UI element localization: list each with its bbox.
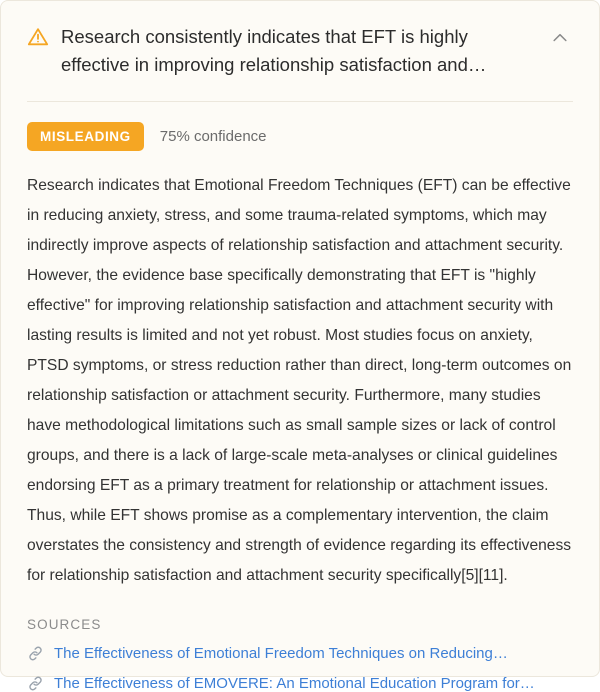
sources-heading: SOURCES bbox=[27, 617, 102, 632]
chevron-up-icon[interactable] bbox=[547, 25, 573, 51]
verdict-row bbox=[27, 122, 573, 151]
list-item[interactable] bbox=[27, 645, 573, 662]
card-header bbox=[27, 23, 573, 79]
link-icon bbox=[27, 675, 44, 692]
source-link[interactable]: The Effectiveness of EMOVERE: An Emotional Education Program for… bbox=[54, 675, 535, 692]
status-badge: MISLEADING bbox=[27, 122, 144, 151]
header-divider bbox=[27, 101, 573, 102]
warning-triangle-icon bbox=[27, 26, 49, 48]
link-icon bbox=[27, 645, 44, 662]
claim-title: Research consistently indicates that EFT is highly effective in improving relationship satisfaction and… bbox=[61, 26, 487, 75]
confidence-text: 75% confidence bbox=[159, 128, 267, 145]
explanation-text: Research indicates that Emotional Freedom Techniques (EFT) can be effective in reducing anxiety, stress, and some trauma-related symptoms, which may indirectly improve aspects of relationship satisfaction and attachment security. However, the evidence base specifically demonstrating that EFT is "highly effective" for improving relationship satisfaction and attachment security with lasting results is limited and not yet robust. Most studies focus on anxiety, PTSD symptoms, or stress reduction rather than direct, long-term outcomes on relationship satisfaction or attachment security. Furthermore, many studies have methodological limitations such as small sample sizes or lack of control groups, and there is a lack of large-scale meta-analyses or clinical guidelines endorsing EFT as a primary treatment for relationship or attachment issues. Thus, while EFT shows promise as a complementary intervention, the claim overstates the consistency and strength of evidence regarding its effectiveness for relationship satisfaction and attachment security specifically[5][11]. bbox=[27, 177, 572, 584]
source-link[interactable]: The Effectiveness of Emotional Freedom Techniques on Reducing… bbox=[54, 645, 508, 662]
list-item[interactable] bbox=[27, 675, 573, 692]
